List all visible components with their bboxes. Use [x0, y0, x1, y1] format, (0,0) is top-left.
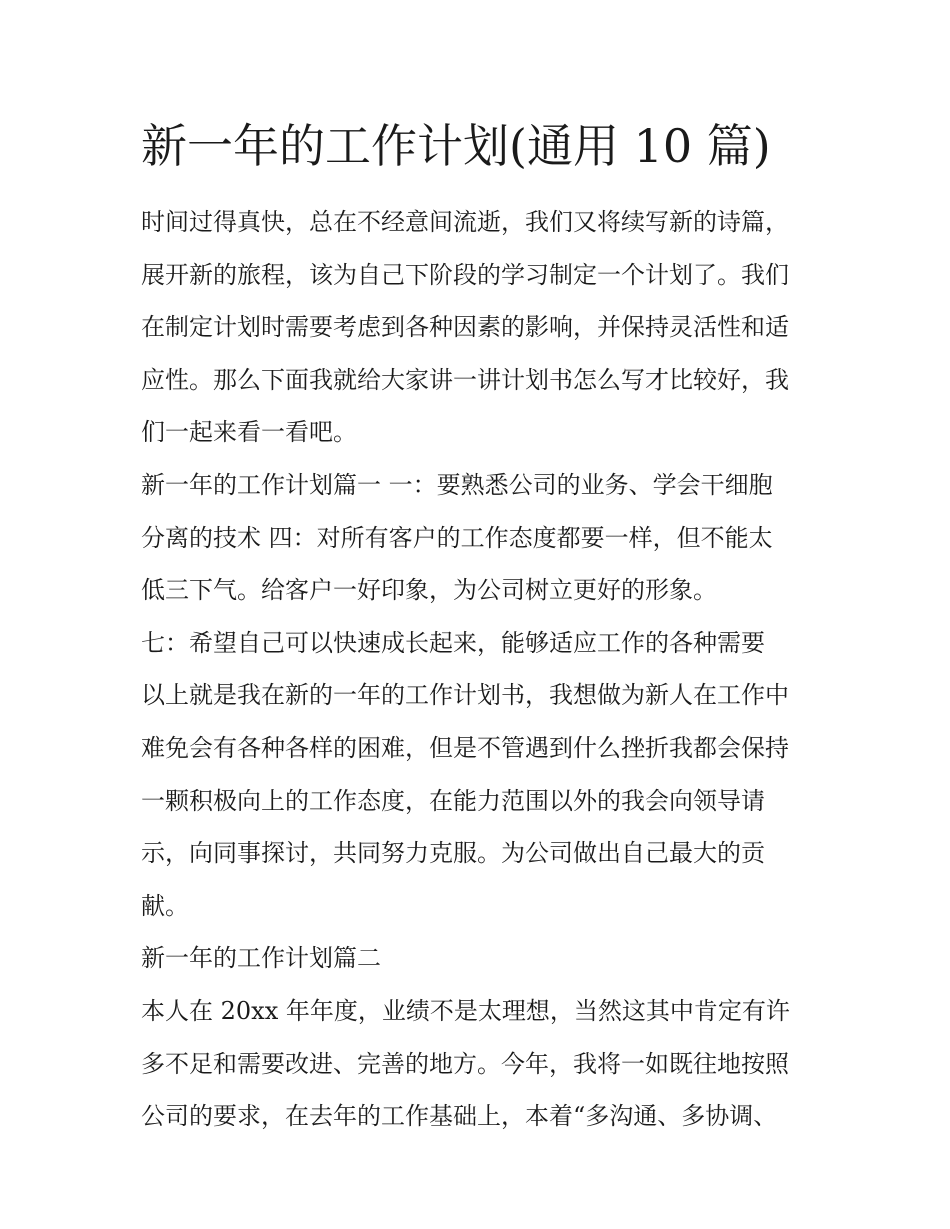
document-title: 新一年的工作计划(通用 10 篇) [141, 119, 771, 173]
text-line: 示，向同事探讨，共同努力克服。为公司做出自己最大的贡 [141, 839, 765, 868]
section-heading-line: 新一年的工作计划篇一 一：要熟悉公司的业务、学会干细胞 [141, 470, 773, 499]
text-line: 低三下气。给客户一好印象，为公司树立更好的形象。 [141, 576, 717, 605]
text-line: 应性。那么下面我就给大家讲一讲计划书怎么写才比较好，我 [141, 365, 789, 394]
text-line: 以上就是我在新的一年的工作计划书，我想做为新人在工作中 [141, 681, 789, 710]
text-line: 本人在 20xx 年年度，业绩不是太理想，当然这其中肯定有许 [141, 996, 790, 1025]
text-line: 献。 [141, 891, 189, 920]
text-line: 在制定计划时需要考虑到各种因素的影响，并保持灵活性和适 [141, 313, 789, 342]
document-body [141, 196, 817, 1143]
text-line: 分离的技术 四：对所有客户的工作态度都要一样，但不能太 [141, 523, 773, 552]
text-line: 难免会有各种各样的困难，但是不管遇到什么挫折我都会保持 [141, 733, 789, 762]
text-line: 展开新的旅程，该为自己下阶段的学习制定一个计划了。我们 [141, 260, 789, 289]
section-heading: 新一年的工作计划篇二 [141, 944, 381, 973]
text-line: 们一起来看一看吧。 [141, 418, 357, 447]
text-line: 七：希望自己可以快速成长起来，能够适应工作的各种需要 [141, 628, 765, 657]
text-line: 时间过得真快，总在不经意间流逝，我们又将续写新的诗篇， [141, 208, 789, 236]
text-line: 公司的要求，在去年的工作基础上，本着“多沟通、多协调、 [141, 1102, 778, 1131]
text-line: 一颗积极向上的工作态度，在能力范围以外的我会向领导请 [141, 786, 765, 815]
text-line: 多不足和需要改进、完善的地方。今年，我将一如既往地按照 [141, 1049, 789, 1078]
